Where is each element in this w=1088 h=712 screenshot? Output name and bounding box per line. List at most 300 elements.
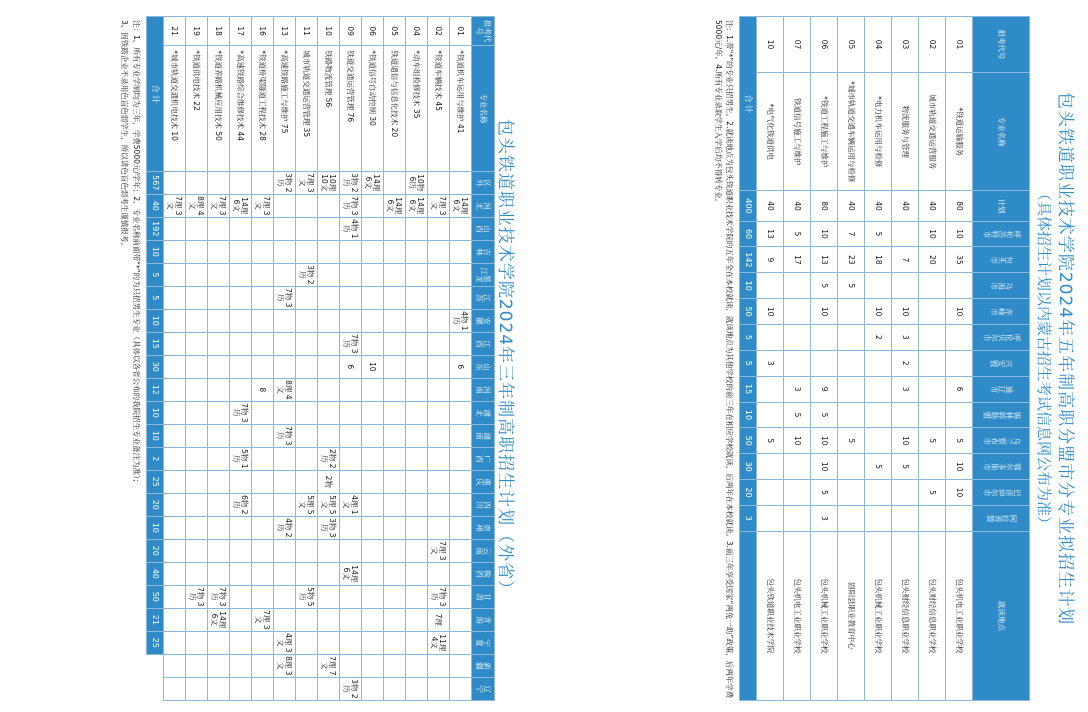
major-name-cell [207,46,229,172]
quota-cell: 4物 1历 [449,309,471,332]
quota-cell [295,516,317,539]
table-row [811,17,838,701]
column-header-label: 通辽市 [990,384,1014,394]
quota-cell: 2物 [317,470,339,493]
quota-cell [405,608,427,631]
column-header-label: 青海 [476,615,492,625]
quota-cell [449,608,471,631]
column-header-label: 陕西 [476,569,492,579]
quota-cell [207,493,229,516]
quota-cell [163,240,185,263]
quota-cell [185,516,207,539]
quota-cell [339,447,361,470]
total-cell: 5 [740,350,757,376]
total-label: 合 计 [740,17,757,191]
quota-cell [163,424,185,447]
major-name-cell [185,46,207,172]
total-cell: 40 [146,194,163,217]
quota-cell: 7理 3文 [427,194,449,217]
quota-cell: 35 [946,247,973,273]
quota-cell [163,608,185,631]
quota-cell [405,447,427,470]
column-header-label: 云南 [476,546,492,556]
quota-cell [295,286,317,309]
quota-cell [757,480,784,506]
column-header [973,191,1030,221]
quota-cell [295,447,317,470]
column-header-label: 贵州 [476,523,492,533]
quota-cell [339,401,361,424]
quota-cell [427,332,449,355]
column-header-label: 专业名称 [997,116,1007,147]
quota-cell: 8理 4文 [185,194,207,217]
quota-cell: 5物 1历 [229,447,251,470]
quota-cell [383,562,405,585]
quota-cell [405,378,427,401]
total-cell: 15 [146,332,163,355]
major-code-cell: 07 [784,17,811,73]
quota-cell [361,424,383,447]
total-cell: 10 [146,309,163,332]
quota-cell [339,286,361,309]
table-row [317,17,339,701]
quota-cell: 4物 2历 [273,516,295,539]
major-total: 10 [170,129,180,141]
table-row [383,17,405,701]
quota-cell [229,608,251,631]
quota-cell [207,470,229,493]
quota-cell [295,332,317,355]
quota-cell: 10 [946,299,973,325]
quota-cell [251,355,273,378]
quota-cell [361,309,383,332]
quota-cell [273,608,295,631]
quota-cell [383,171,405,194]
table-row [865,17,892,701]
quota-cell [229,286,251,309]
quota-cell [449,217,471,240]
column-header [471,493,494,516]
quota-cell [838,505,865,531]
quota-cell [295,608,317,631]
quota-cell: 7 [838,221,865,247]
quota-cell [405,286,427,309]
quota-cell: 5 [811,402,838,428]
column-header [973,428,1030,454]
column-header-label: 呼和浩特市 [983,229,1021,239]
quota-cell [207,286,229,309]
quota-cell [339,654,361,677]
quota-cell [339,309,361,332]
table-row [163,17,185,701]
major-total: 35 [302,125,312,138]
quota-cell [405,654,427,677]
quota-cell [405,493,427,516]
quota-cell [919,376,946,402]
quota-cell [163,332,185,355]
total-blank-cell [740,531,757,700]
quota-cell [784,299,811,325]
quota-cell [273,240,295,263]
quota-cell [339,608,361,631]
quota-cell: 4理 1文 [339,493,361,516]
quota-cell [784,454,811,480]
quota-cell [361,286,383,309]
quota-cell [405,240,427,263]
major-name-cell: *城市轨道交通车辆运用与检修 [838,73,865,191]
quota-cell [229,470,251,493]
quota-cell [361,539,383,562]
quota-cell [405,516,427,539]
quota-cell: 9 [757,247,784,273]
quota-cell: 3物 2历 [339,171,361,194]
quota-cell: 5理 5文 [317,493,339,516]
column-header [973,402,1030,428]
quota-cell [207,355,229,378]
quota-cell [449,470,471,493]
quota-cell [207,677,229,700]
column-header-label: 宁夏 [476,638,492,648]
quota-cell [207,516,229,539]
quota-cell: 7理 [427,608,449,631]
table-row [449,17,471,701]
quota-cell [251,217,273,240]
quota-cell [339,516,361,539]
column-header [471,654,494,677]
quota-cell: 2 [892,350,919,376]
quota-cell [427,401,449,424]
quota-cell: 4理 3文 [273,631,295,654]
major-name: 铁路物流管理 [324,50,334,96]
quota-cell [383,332,405,355]
quota-cell [229,424,251,447]
column-header [973,505,1030,531]
column-header [973,454,1030,480]
quota-cell [185,654,207,677]
major-name: *铁道信号自动控制 [368,50,378,115]
quota-cell [273,447,295,470]
quota-cell [295,631,317,654]
quota-cell [317,677,339,700]
quota-cell [919,350,946,376]
major-code-cell: 04 [865,17,892,73]
quota-cell [185,631,207,654]
column-header [471,240,494,263]
quota-cell [405,470,427,493]
quota-cell [317,585,339,608]
major-total: 28 [258,129,268,141]
quota-cell [317,240,339,263]
quota-cell [163,286,185,309]
column-header [471,401,494,424]
total-cell: 10 [740,402,757,428]
quota-cell [207,378,229,401]
location-cell: 包头机械工业职业学校 [865,531,892,700]
major-code-cell: 10 [317,17,339,46]
quota-cell: 7物 3历 [427,585,449,608]
column-header [471,608,494,631]
five-year-plan-subtitle: （具体招生计划以内蒙古招生考试信息网公布为准） [1035,185,1053,531]
quota-cell: 5 [838,428,865,454]
quota-cell [185,171,207,194]
total-cell: 5 [740,325,757,351]
major-code-cell: 16 [251,17,273,46]
total-cell: 3 [740,505,757,531]
quota-cell [383,654,405,677]
column-header [973,480,1030,506]
quota-cell [405,355,427,378]
quota-cell: 7物 3历 [229,401,251,424]
column-header-label: 河南 [476,385,492,395]
major-total: 75 [280,121,290,134]
quota-cell [251,677,273,700]
quota-cell: 3 [892,376,919,402]
quota-cell [251,539,273,562]
quota-cell [317,378,339,401]
quota-cell [383,631,405,654]
quota-cell: 5 [784,221,811,247]
quota-cell [163,217,185,240]
quota-cell [163,470,185,493]
total-cell: 30 [740,454,757,480]
quota-cell: 10理 10文 [317,171,339,194]
quota-cell: 13 [757,221,784,247]
quota-cell [273,539,295,562]
column-header-label: 辽宁 [476,684,492,694]
table-row [339,17,361,701]
quota-cell [185,401,207,424]
major-name: *铁道车辆技术 [434,50,444,100]
quota-cell [405,677,427,700]
column-header-label: 计划 [997,198,1007,214]
quota-cell: 2 [865,325,892,351]
quota-cell [163,631,185,654]
quota-cell: 10 [811,428,838,454]
major-code-cell: 17 [229,17,251,46]
quota-cell: 3 [757,350,784,376]
quota-cell [361,562,383,585]
quota-cell [838,350,865,376]
quota-cell [339,631,361,654]
column-header-label: 兴安盟 [990,359,1014,369]
quota-cell [273,217,295,240]
quota-cell [383,309,405,332]
quota-cell [383,240,405,263]
quota-cell [295,470,317,493]
major-total: 56 [324,95,334,108]
quota-cell [295,562,317,585]
quota-cell [207,309,229,332]
quota-cell: 3 [892,325,919,351]
column-header [471,332,494,355]
quota-cell [185,309,207,332]
quota-cell [361,401,383,424]
quota-cell [251,516,273,539]
quota-cell [405,401,427,424]
quota-cell [339,470,361,493]
quota-cell [449,516,471,539]
quota-cell [339,263,361,286]
quota-cell [273,309,295,332]
quota-cell [207,263,229,286]
quota-cell [163,539,185,562]
quota-cell [865,428,892,454]
column-header-label: 新疆 [476,661,492,671]
quota-cell [361,194,383,217]
column-header [471,17,494,46]
quota-cell: 5 [946,428,973,454]
total-cell: 20 [146,539,163,562]
total-cell: 30 [146,355,163,378]
quota-cell [185,470,207,493]
quota-cell [946,505,973,531]
quota-cell: 8理 4文 [273,378,295,401]
quota-cell [207,401,229,424]
quota-cell [229,585,251,608]
column-header [471,516,494,539]
major-total: 20 [390,125,400,138]
quota-cell [295,355,317,378]
quota-cell [383,355,405,378]
quota-cell: 14理 6文 [229,194,251,217]
quota-cell [229,539,251,562]
total-label: 合 计 [146,17,163,172]
quota-cell [405,631,427,654]
quota-cell [757,454,784,480]
quota-cell [251,493,273,516]
quota-cell [383,516,405,539]
quota-cell [449,424,471,447]
table-row [207,17,229,701]
quota-cell [427,654,449,677]
major-name-cell [251,46,273,172]
quota-cell [361,516,383,539]
quota-cell [427,217,449,240]
major-name: 城市轨道交通运营管理 [302,50,312,126]
major-name-cell [361,46,383,172]
quota-cell [865,350,892,376]
major-name-cell [383,46,405,172]
location-cell: 包头财经信息职业学校 [892,531,919,700]
column-header [973,376,1030,402]
quota-cell [383,493,405,516]
major-total: 30 [368,114,378,126]
quota-cell [295,378,317,401]
major-code-cell: 01 [946,17,973,73]
quota-cell [251,447,273,470]
quota-cell [361,677,383,700]
major-name-cell: 城市轨道交通运营服务 [919,73,946,191]
quota-cell [163,585,185,608]
five-year-plan-header-row [973,17,1030,701]
major-name: *铁道供电技术 [192,50,202,100]
quota-cell [811,325,838,351]
total-cell: 10 [146,424,163,447]
major-code-cell: 06 [361,17,383,46]
major-name: *城市轨道交通机电技术 [170,50,180,130]
quota-cell [361,240,383,263]
quota-cell: 3物 2历 [295,263,317,286]
quota-cell [361,447,383,470]
major-total: 22 [192,99,202,111]
quota-cell: 10 [946,480,973,506]
quota-cell: 14理 6文 [339,562,361,585]
column-header [471,424,494,447]
quota-cell [919,325,946,351]
quota-cell [229,516,251,539]
quota-cell [449,263,471,286]
quota-cell [427,378,449,401]
quota-cell: 6 [449,355,471,378]
column-header [973,273,1030,299]
quota-cell [784,273,811,299]
table-row [427,17,449,701]
five-year-plan-total-row [740,17,757,701]
quota-cell [405,263,427,286]
column-header-label: 江西 [476,339,492,349]
quota-cell [185,355,207,378]
major-name: 铁道通信与信息化技术 [390,50,400,126]
table-row [229,17,251,701]
total-cell: 60 [740,221,757,247]
major-name-cell: *铁道运输服务 [946,73,973,191]
location-cell: 包头机械工业职业学校 [811,531,838,700]
major-code-cell: 13 [273,17,295,46]
quota-cell [339,424,361,447]
quota-cell: 10 [946,221,973,247]
quota-cell [449,378,471,401]
column-header-label: 山东 [476,362,492,372]
quota-cell [185,608,207,631]
column-header [471,217,494,240]
quota-cell: 10 [946,454,973,480]
total-cell: 50 [146,585,163,608]
quota-cell [757,376,784,402]
quota-cell [273,470,295,493]
column-header [973,17,1030,73]
quota-cell [361,470,383,493]
quota-cell [163,654,185,677]
column-header [973,325,1030,351]
table-row [251,17,273,701]
major-name-cell [449,46,471,172]
quota-cell [784,350,811,376]
quota-cell [405,332,427,355]
quota-cell: 7理 3文 [163,194,185,217]
total-cell: 10 [146,516,163,539]
major-name-cell: *电力机车运用与检修 [865,73,892,191]
quota-cell: 13 [811,247,838,273]
quota-cell [185,263,207,286]
column-header-label: 四川 [476,500,492,510]
quota-cell [784,505,811,531]
column-header-label: 乌兰察布市 [983,436,1021,446]
quota-cell [273,332,295,355]
quota-cell [229,171,251,194]
quota-cell [273,493,295,516]
quota-cell [251,631,273,654]
quota-cell [251,309,273,332]
column-header [973,299,1030,325]
quota-cell: 10 [919,221,946,247]
plan-cell: 40 [892,191,919,221]
quota-cell [361,654,383,677]
quota-cell [383,585,405,608]
major-code-cell: 10 [757,17,784,73]
column-header [471,194,494,217]
major-name-cell [273,46,295,172]
quota-cell [185,378,207,401]
